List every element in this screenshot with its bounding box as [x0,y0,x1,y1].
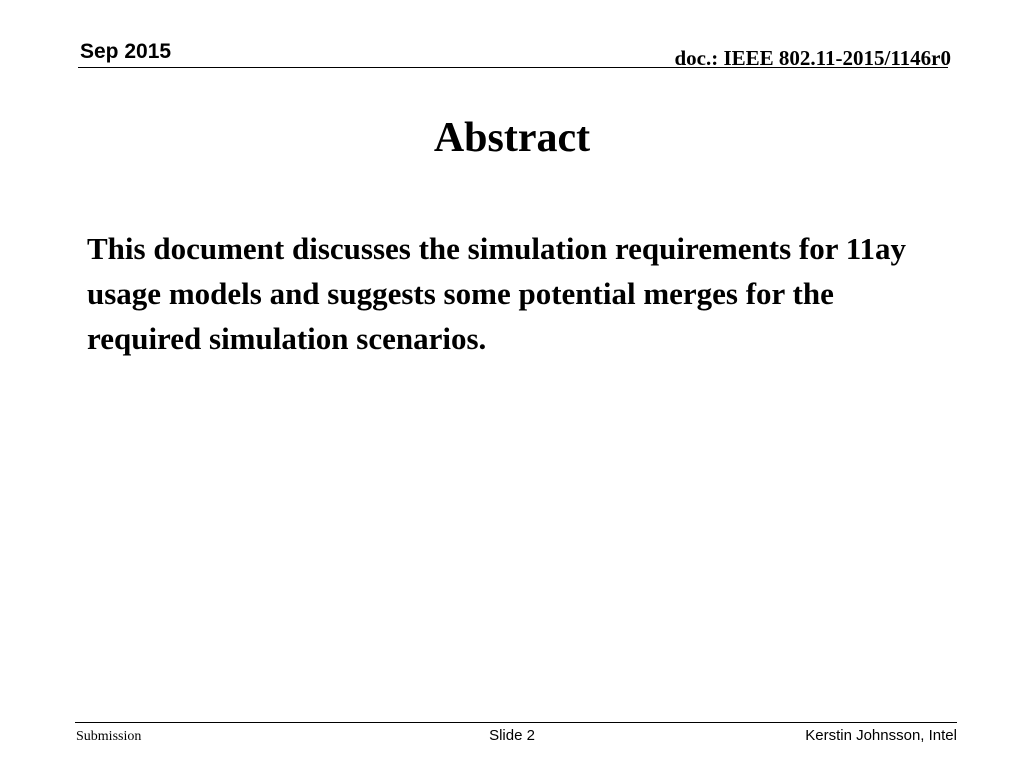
footer-slide-number: Slide 2 [489,727,535,744]
header-divider [78,67,948,68]
header-date: Sep 2015 [80,40,172,63]
abstract-body: This document discusses the simulation requirements for 11ay usage models and suggests some potential merges for the required simulation scenarios. [87,231,906,356]
footer-divider [75,722,957,723]
footer-author: Kerstin Johnsson, Intel [805,727,957,744]
header-document-id: doc.: IEEE 802.11-2015/1146r0 [674,46,951,70]
footer-submission: Submission [76,729,142,744]
slide-title: Abstract [433,115,591,161]
